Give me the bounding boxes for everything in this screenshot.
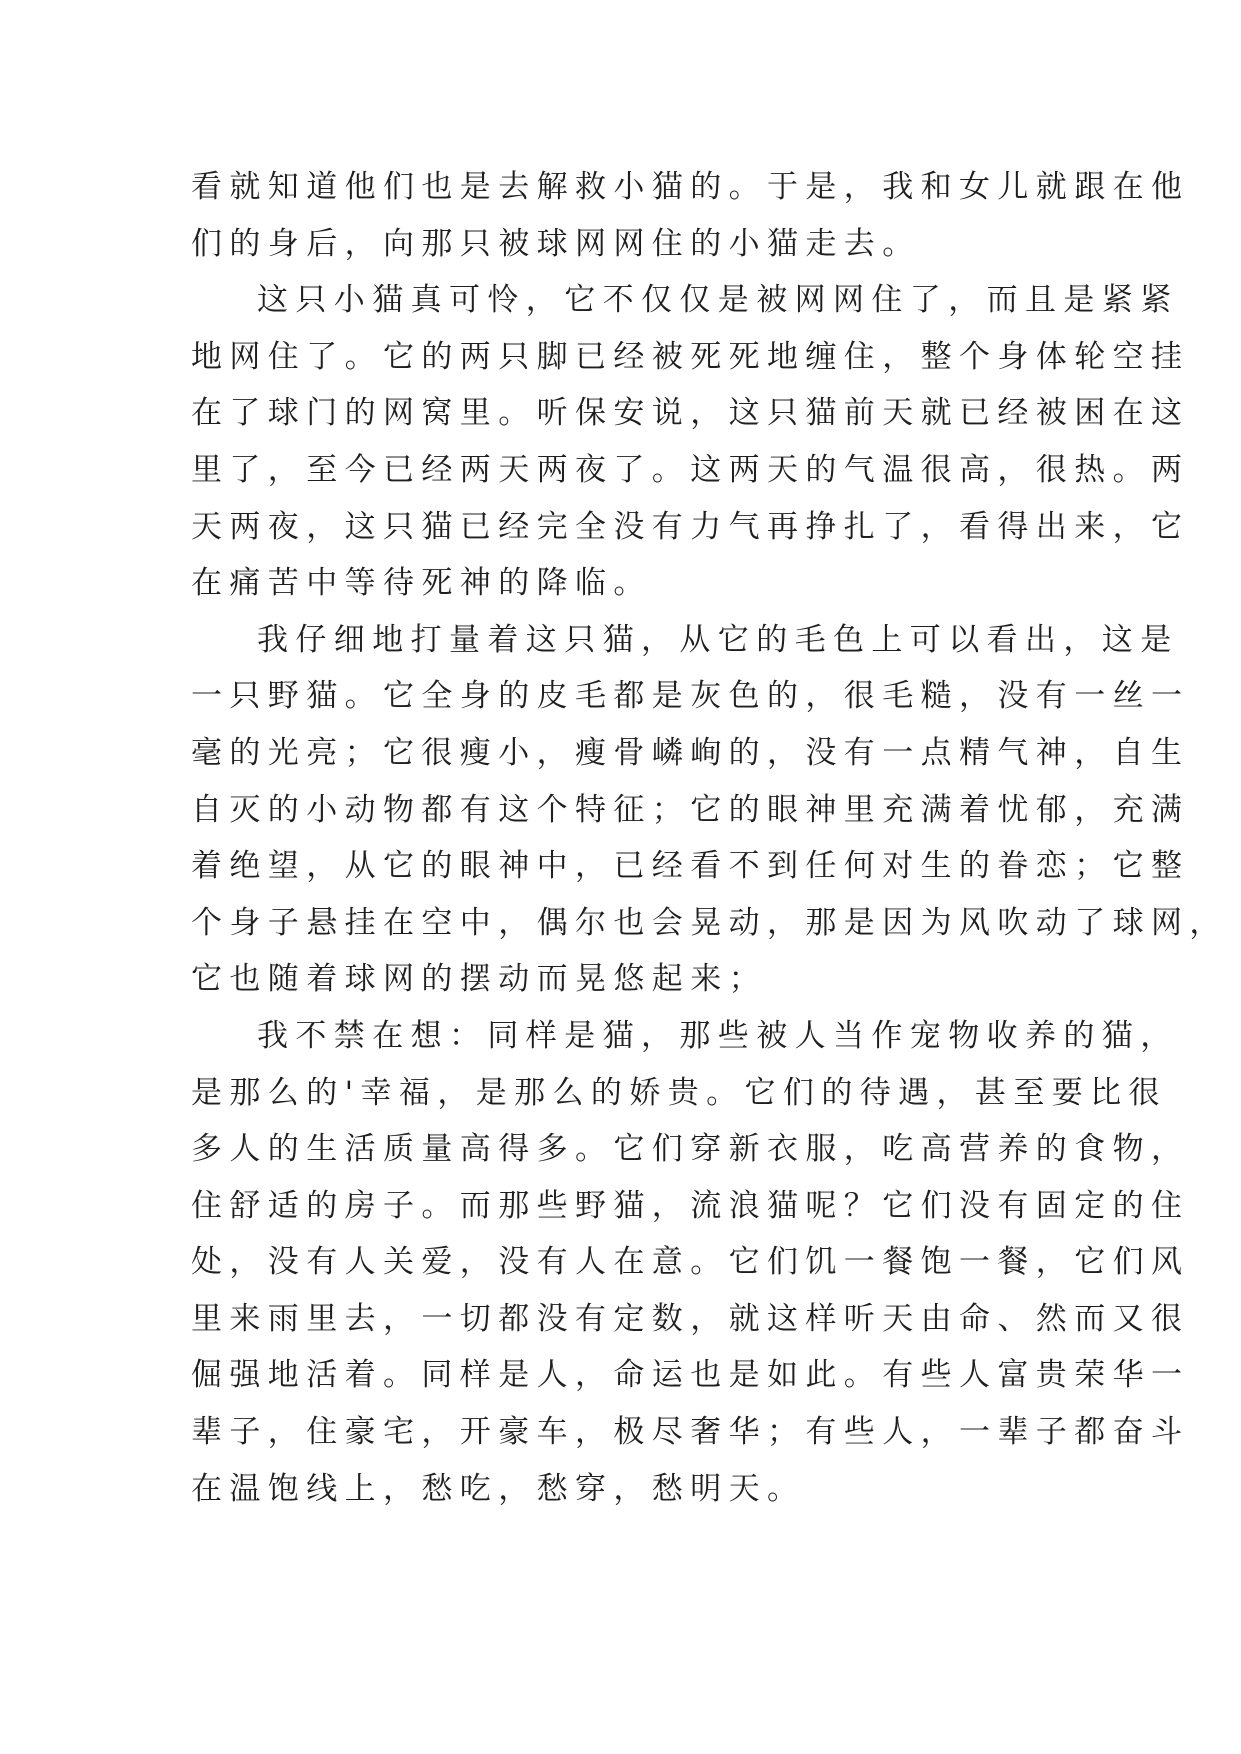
- text-line: 住舒适的房子。而那些野猫，流浪猫呢？它们没有固定的住: [191, 1187, 1190, 1224]
- paragraph-first-line: 我仔细地打量着这只猫，从它的毛色上可以看出，这是: [257, 621, 1179, 658]
- document-body: [191, 159, 1228, 1517]
- text-line: 天两夜，这只猫已经完全没有力气再挣扎了，看得出来，它: [191, 508, 1190, 545]
- text-line: 一只野猫。它全身的皮毛都是灰色的，很毛糙，没有一丝一: [191, 678, 1190, 715]
- text-line: 在温饱线上，愁吃，愁穿，愁明天。: [191, 1470, 806, 1507]
- text-line: 是那么的'幸福，是那么的娇贵。它们的待遇，甚至要比很: [191, 1074, 1167, 1111]
- text-line: 着绝望，从它的眼神中，已经看不到任何对生的眷恋；它整: [191, 848, 1190, 885]
- text-line: 地网住了。它的两只脚已经被死死地缠住，整个身体轮空挂: [191, 338, 1190, 375]
- text-line: 辈子，住豪宅，开豪车，极尽奢华；有些人，一辈子都奋斗: [191, 1414, 1190, 1451]
- paragraph-first-line: 我不禁在想：同样是猫，那些被人当作宠物收养的猫，: [257, 1017, 1179, 1054]
- text-line: 在了球门的网窝里。听保安说，这只猫前天就已经被困在这: [191, 395, 1190, 432]
- text-line: 们的身后，向那只被球网网住的小猫走去。: [191, 225, 921, 262]
- text-line: 里来雨里去，一切都没有定数，就这样听天由命、然而又很: [191, 1300, 1190, 1337]
- text-line: 多人的生活质量高得多。它们穿新衣服，吃高营养的食物，: [191, 1131, 1190, 1168]
- text-line: 毫的光亮；它很瘦小，瘦骨嶙峋的，没有一点精气神，自生: [191, 734, 1190, 771]
- text-line: 倔强地活着。同样是人，命运也是如此。有些人富贵荣华一: [191, 1357, 1190, 1394]
- text-line: 它也随着球网的摆动而晃悠起来；: [191, 961, 767, 998]
- text-line: 里了，至今已经两天两夜了。这两天的气温很高，很热。两: [191, 451, 1190, 488]
- text-line: 自灭的小动物都有这个特征；它的眼神里充满着忧郁，充满: [191, 791, 1190, 828]
- paragraph-first-line: 这只小猫真可怜，它不仅仅是被网网住了，而且是紧紧: [257, 282, 1179, 319]
- text-line: 看就知道他们也是去解救小猫的。于是，我和女儿就跟在他: [191, 169, 1190, 205]
- text-line: 在痛苦中等待死神的降临。: [191, 565, 652, 602]
- text-line: 处，没有人关爱，没有人在意。它们饥一餐饱一餐，它们风: [191, 1244, 1190, 1281]
- text-line: 个身子悬挂在空中，偶尔也会晃动，那是因为风吹动了球网，: [191, 904, 1228, 941]
